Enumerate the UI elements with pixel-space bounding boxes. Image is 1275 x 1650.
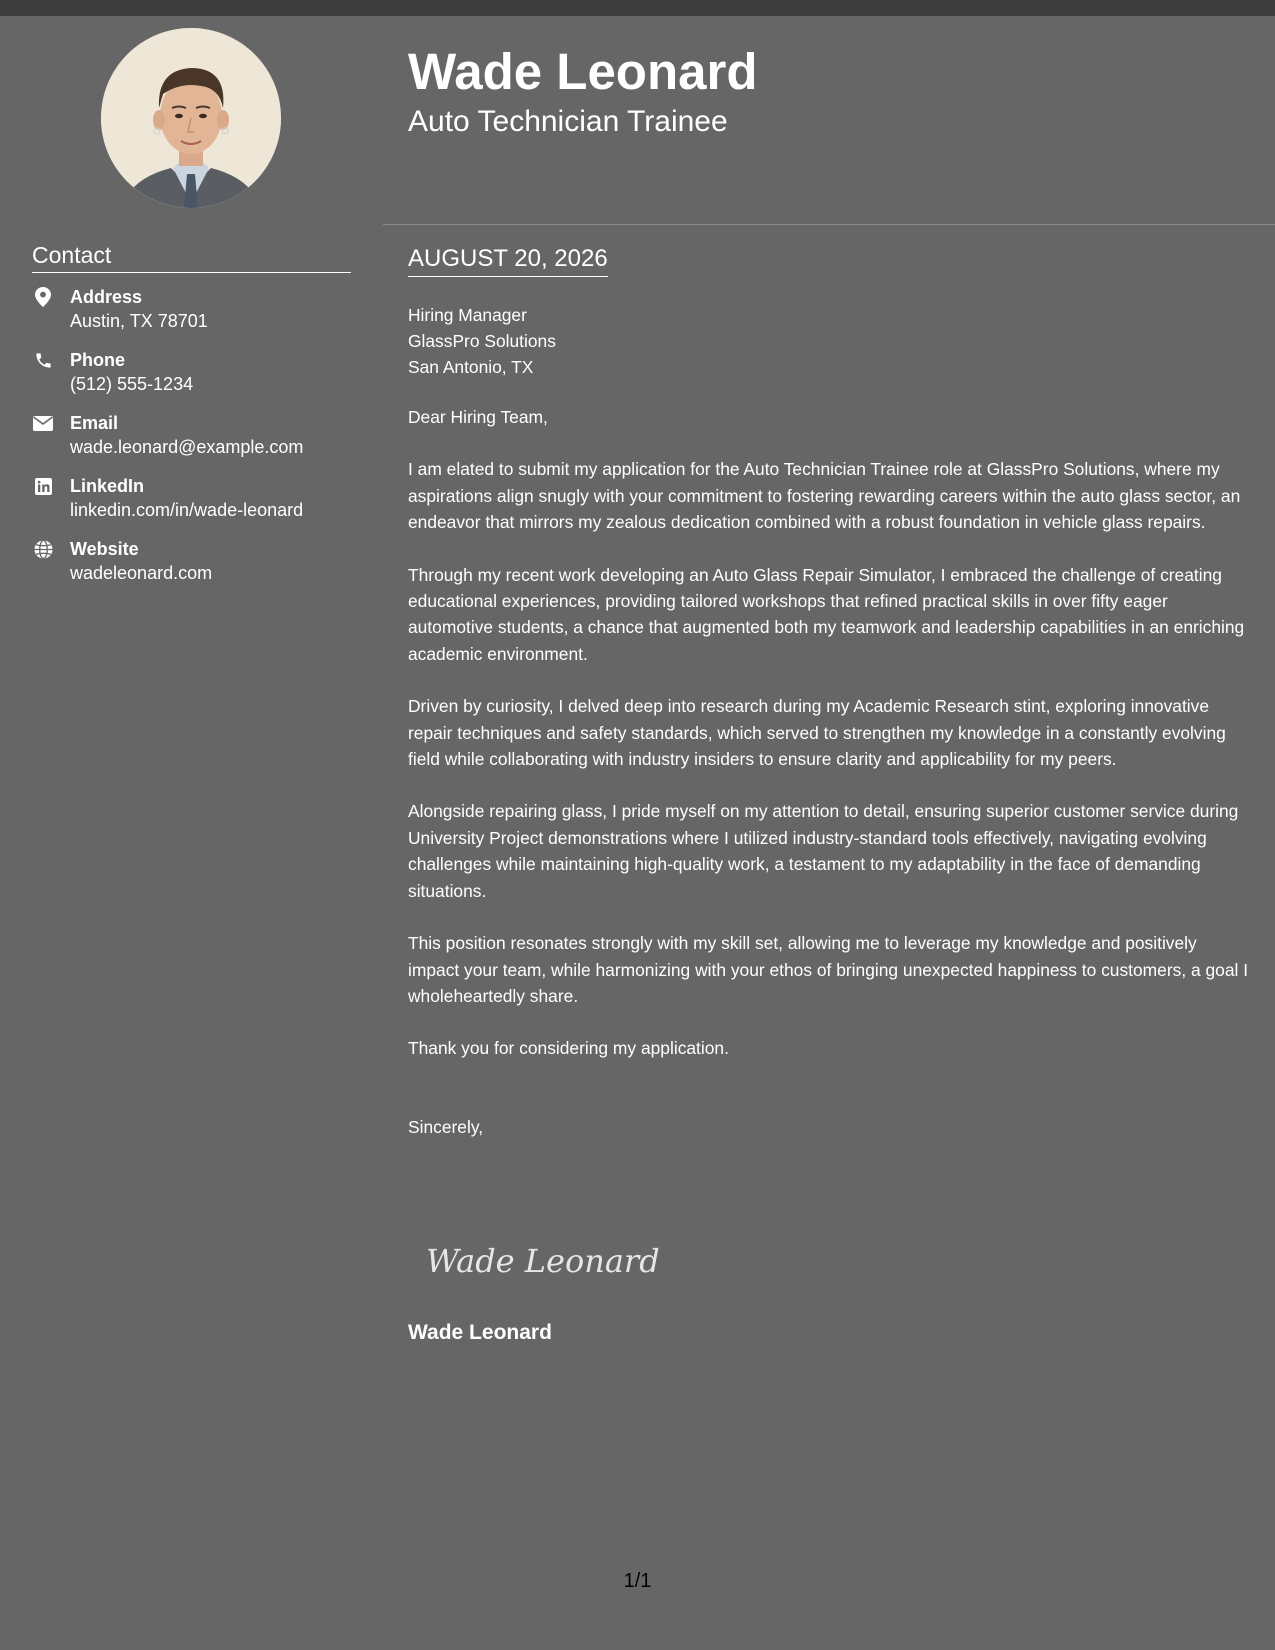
top-bar	[0, 0, 1275, 16]
signature-text: Wade Leonard	[426, 1242, 660, 1280]
handwritten-signature	[420, 1236, 660, 1284]
letter-paragraph: I am elated to submit my application for the Auto Technician Trainee role at GlassPro Solutions, where my aspirations align snugly with your commitment to fostering rewarding careers within the auto glass sector, an endeavor that mirrors my zealous dedication combined with a robust foundation in vehicle glass repairs.	[408, 459, 1241, 533]
letter-paragraph: Through my recent work developing an Auto Glass Repair Simulator, I embraced the challenge of creating educational experiences, providing tailored workshops that refined practical skills in over fifty eager automotive students, a chance that augmented both my teamwork and leadership capabilities in an enriching academic environment.	[408, 564, 1245, 664]
contact-address	[32, 285, 351, 336]
linkedin-icon	[32, 475, 54, 497]
contact-label: LinkedIn	[70, 476, 145, 496]
contact-value: wade.leonard@example.com	[70, 437, 304, 457]
recipient-block	[408, 302, 1250, 380]
letter-paragraph: This position resonates strongly with my skill set, allowing me to leverage my knowledge and positively impact your team, while harmonizing with your ethos of bringing unexpected happiness to customers, a goal I wholeheartedly share.	[408, 933, 1249, 1006]
contact-email	[32, 411, 351, 462]
letter-paragraph: Driven by curiosity, I delved deep into research during my Academic Research stint, exploring innovative repair techniques and safety standards, which served to strengthen my knowledge in a constantly evolving field while collaborating with industry insiders to ensure clarity and applicability for my peers.	[408, 696, 1226, 770]
phone-icon	[32, 349, 54, 371]
recipient-line: GlassPro Solutions	[408, 331, 556, 351]
applicant-name: Wade Leonard	[408, 43, 758, 100]
salutation: Dear Hiring Team,	[408, 407, 548, 427]
contact-label: Website	[70, 539, 139, 559]
map-pin-icon	[32, 286, 54, 308]
envelope-icon	[32, 412, 54, 434]
recipient-line: San Antonio, TX	[408, 357, 534, 377]
closing: Sincerely,	[408, 1116, 484, 1137]
header-divider	[383, 224, 1275, 225]
contact-label: Address	[70, 287, 143, 307]
contact-heading: Contact	[32, 240, 351, 273]
contact-value: wadeleonard.com	[70, 563, 213, 583]
letter-paragraph: Thank you for considering my application.	[408, 1038, 729, 1059]
contact-linkedin	[32, 474, 351, 525]
letter-paragraph: Alongside repairing glass, I pride myself on my attention to detail, ensuring superior customer service during University Project demonstrations where I utilized industry-standard tools effectively, navigating evolving challenges while maintaining high-quality work, a testament to my adaptability in the face of demanding situations.	[408, 801, 1239, 901]
avatar	[101, 28, 281, 208]
contact-value: Austin, TX 78701	[70, 311, 208, 331]
contact-label: Phone	[70, 350, 126, 370]
recipient-line: Hiring Manager	[408, 305, 527, 325]
letter-body	[408, 302, 1250, 1140]
applicant-role: Auto Technician Trainee	[408, 105, 728, 138]
globe-icon	[32, 538, 54, 560]
signature-name: Wade Leonard	[408, 1321, 552, 1344]
page-number: 1/1	[623, 1570, 652, 1592]
contact-phone	[32, 348, 351, 399]
contact-section	[32, 240, 351, 588]
contact-label: Email	[70, 413, 119, 433]
contact-website	[32, 537, 351, 588]
letter-date: AUGUST 20, 2026	[408, 243, 608, 277]
contact-value: (512) 555-1234	[70, 374, 194, 394]
contact-value: linkedin.com/in/wade-leonard	[70, 500, 304, 520]
